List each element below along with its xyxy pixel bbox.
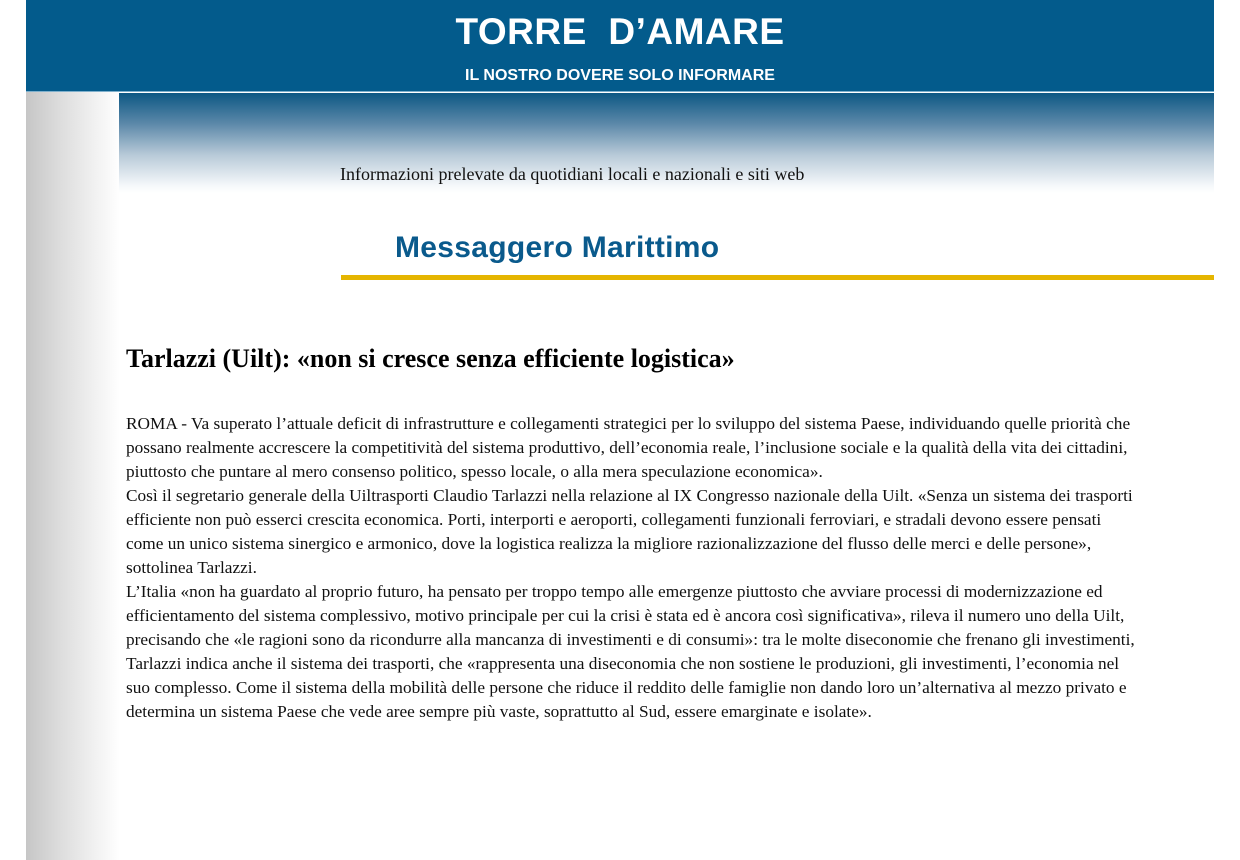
article-paragraph: Così il segretario generale della Uiltrasporti Claudio Tarlazzi nella relazione al IX Congresso nazionale della Uilt. «Senza un sistema dei trasporti efficiente non può esserci crescita economica. Porti, interporti e aeroporti, collegamenti funzionali ferroviari, e stradali devono essere pensati come un unico sistema sinergico e armonico, dove la logistica realizza la migliore razionalizzazione del flusso delle merci e delle persone», sottolinea Tarlazzi. — [126, 486, 1133, 577]
publication-underline — [341, 275, 1214, 280]
publication-name: Messaggero Marittimo — [395, 231, 720, 264]
masthead-title: TORRE D’AMARE — [455, 11, 785, 52]
source-note: Informazioni prelevate da quotidiani locali e nazionali e siti web — [340, 164, 805, 184]
left-margin-shade — [26, 92, 120, 860]
article-paragraph: L’Italia «non ha guardato al proprio futuro, ha pensato per troppo tempo alle emergenze piuttosto che avviare processi di modernizzazione ed efficientamento del sistema complessivo, motivo principale per cui la crisi è stata ed è ancora così significativa», rileva il numero uno della Uilt, precisando che «le ragioni sono da ricondurre alla mancanza di investimenti e di consumi»: tra le molte diseconomie che frenano gli investimenti, Tarlazzi indica anche il sistema dei trasporti, che «rappresenta una diseconomia che non sostiene le produzioni, gli investimenti, l’economia nel suo complesso. Come il sistema della mobilità delle persone che riduce il reddito delle famiglie non dando loro un’alternativa al mezzo privato e determina un sistema Paese che vede aree sempre più vaste, soprattutto al Sud, essere emarginate e isolate». — [126, 582, 1135, 721]
article-paragraph: ROMA - Va superato l’attuale deficit di infrastrutture e collegamenti strategici per lo sviluppo del sistema Paese, individuando quelle priorità che possano realmente accrescere la competitività del sistema produttivo, dell’economia reale, l’inclusione sociale e la qualità della vita dei cittadini, piuttosto che puntare al mero consenso politico, spesso locale, o alla mera speculazione economica». — [126, 414, 1131, 481]
masthead-banner — [26, 0, 1214, 92]
article-headline: Tarlazzi (Uilt): «non si cresce senza efficiente logistica» — [126, 344, 735, 373]
article-body — [126, 412, 1136, 724]
masthead-tagline: IL NOSTRO DOVERE SOLO INFORMARE — [465, 67, 775, 84]
